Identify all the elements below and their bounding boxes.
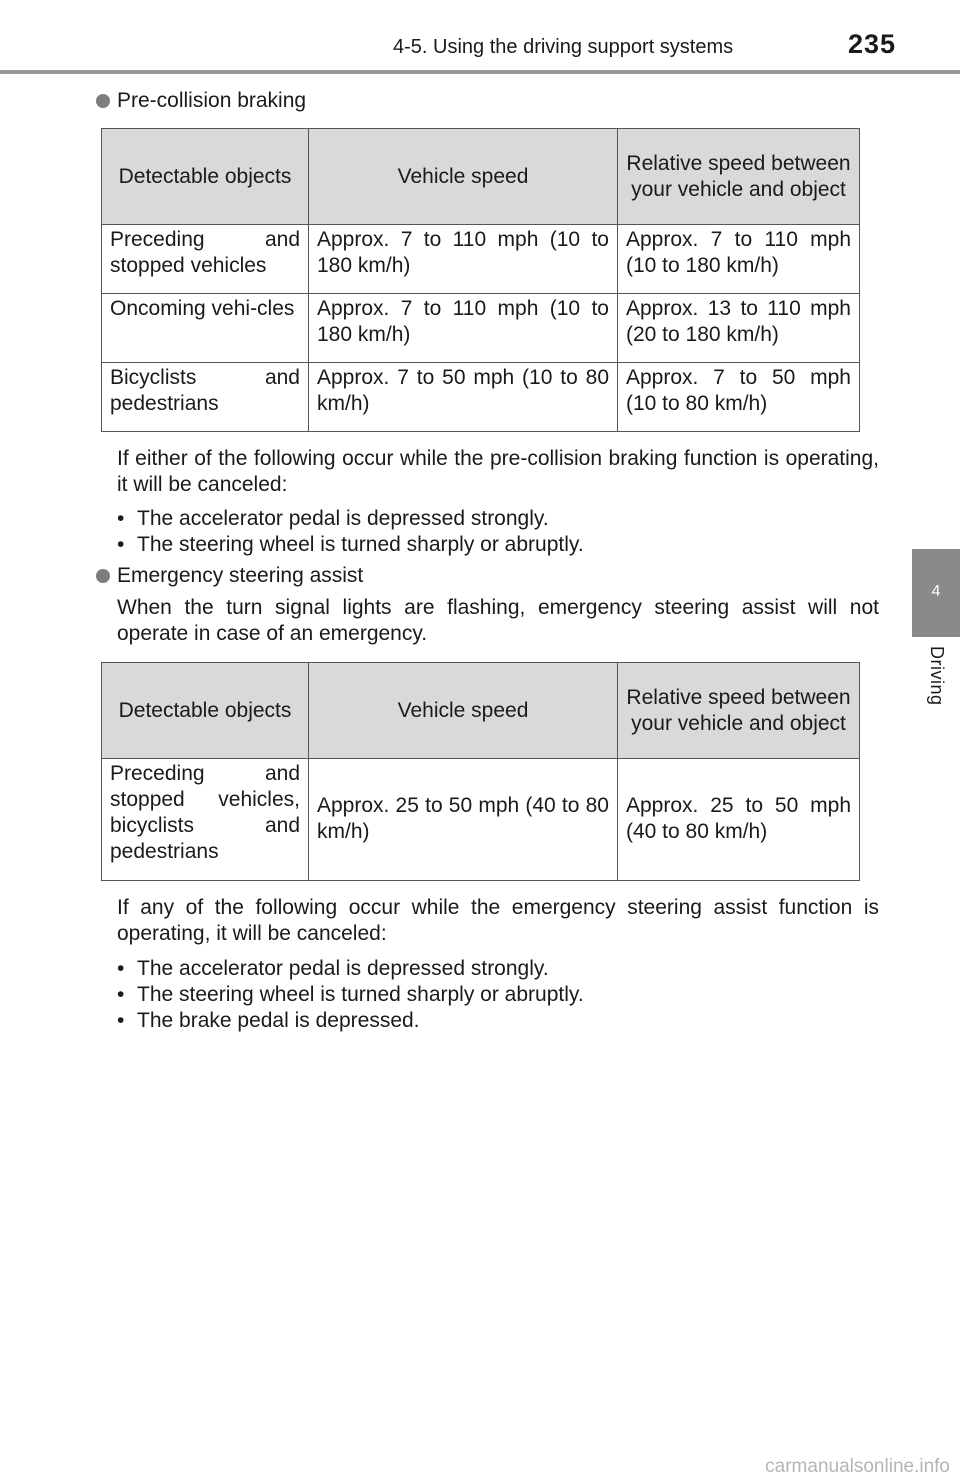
table-cell: Oncoming vehi-cles [102, 294, 309, 363]
pre-collision-heading-text: Pre-collision braking [117, 89, 307, 112]
table-cell: Bicyclists and pedestrians [102, 363, 309, 432]
table-cell: Approx. 7 to 110 mph (10 to 180 km/h) [309, 225, 618, 294]
column-header: Relative speed between your vehicle and object [618, 129, 860, 225]
steering-assist-heading-text: Emergency steering assist [117, 564, 364, 587]
header-rule [0, 70, 960, 74]
table-header-row [102, 663, 860, 759]
page-footer [0, 1448, 960, 1484]
table-cell: Approx. 13 to 110 mph (20 to 180 km/h) [618, 294, 860, 363]
chapter-number: 4 [931, 583, 941, 600]
steering-assist-intro: When the turn signal lights are flashing, emergency steering assist will not operate in case of an emergency. [117, 596, 879, 645]
pre-collision-cancel-list [117, 506, 879, 558]
list-item: • The accelerator pedal is depressed strongly. [117, 506, 879, 532]
table-row [102, 225, 860, 294]
table-cell: Approx. 7 to 50 mph (10 to 80 km/h) [309, 363, 618, 432]
steering-assist-heading [96, 562, 363, 589]
section-title: 4-5. Using the driving support systems [393, 36, 734, 58]
pre-collision-cancel-text: If either of the following occur while the pre-collision braking function is operating, it will be canceled: [117, 447, 879, 496]
column-header: Detectable objects [102, 129, 309, 225]
list-item: • The steering wheel is turned sharply or abruptly. [117, 982, 879, 1008]
chapter-label: Driving [927, 646, 947, 706]
column-header: Detectable objects [102, 663, 309, 759]
pre-collision-table [101, 128, 860, 432]
bullet-dot-icon [96, 569, 110, 583]
pre-collision-heading [96, 87, 306, 114]
table-cell: Preceding and stopped vehicles, bicyclists and pedestrians [102, 759, 309, 881]
table-row [102, 759, 860, 881]
column-header: Vehicle speed [309, 129, 618, 225]
table-cell: Approx. 25 to 50 mph (40 to 80 km/h) [618, 759, 860, 881]
column-header: Vehicle speed [309, 663, 618, 759]
table-cell: Preceding and stopped vehicles [102, 225, 309, 294]
steering-assist-cancel-list [117, 956, 879, 1034]
table-cell: Approx. 25 to 50 mph (40 to 80 km/h) [309, 759, 618, 881]
list-item: • The accelerator pedal is depressed strongly. [117, 956, 879, 982]
table-cell: Approx. 7 to 110 mph (10 to 180 km/h) [309, 294, 618, 363]
table-header-row [102, 129, 860, 225]
list-item: • The brake pedal is depressed. [117, 1008, 879, 1034]
watermark: carmanualsonline.info [765, 1456, 950, 1477]
table-cell: Approx. 7 to 50 mph (10 to 80 km/h) [618, 363, 860, 432]
column-header: Relative speed between your vehicle and object [618, 663, 860, 759]
steering-assist-cancel-text: If any of the following occur while the emergency steering assist function is operating, it will be canceled: [117, 896, 879, 945]
page-number: 235 [848, 29, 897, 59]
table-row [102, 363, 860, 432]
steering-assist-table [101, 662, 860, 881]
table-cell: Approx. 7 to 110 mph (10 to 180 km/h) [618, 225, 860, 294]
page-header [0, 0, 960, 76]
bullet-dot-icon [96, 94, 110, 108]
list-item: • The steering wheel is turned sharply or abruptly. [117, 532, 879, 558]
table-row [102, 294, 860, 363]
chapter-label-box [912, 646, 960, 736]
chapter-tab [912, 549, 960, 637]
